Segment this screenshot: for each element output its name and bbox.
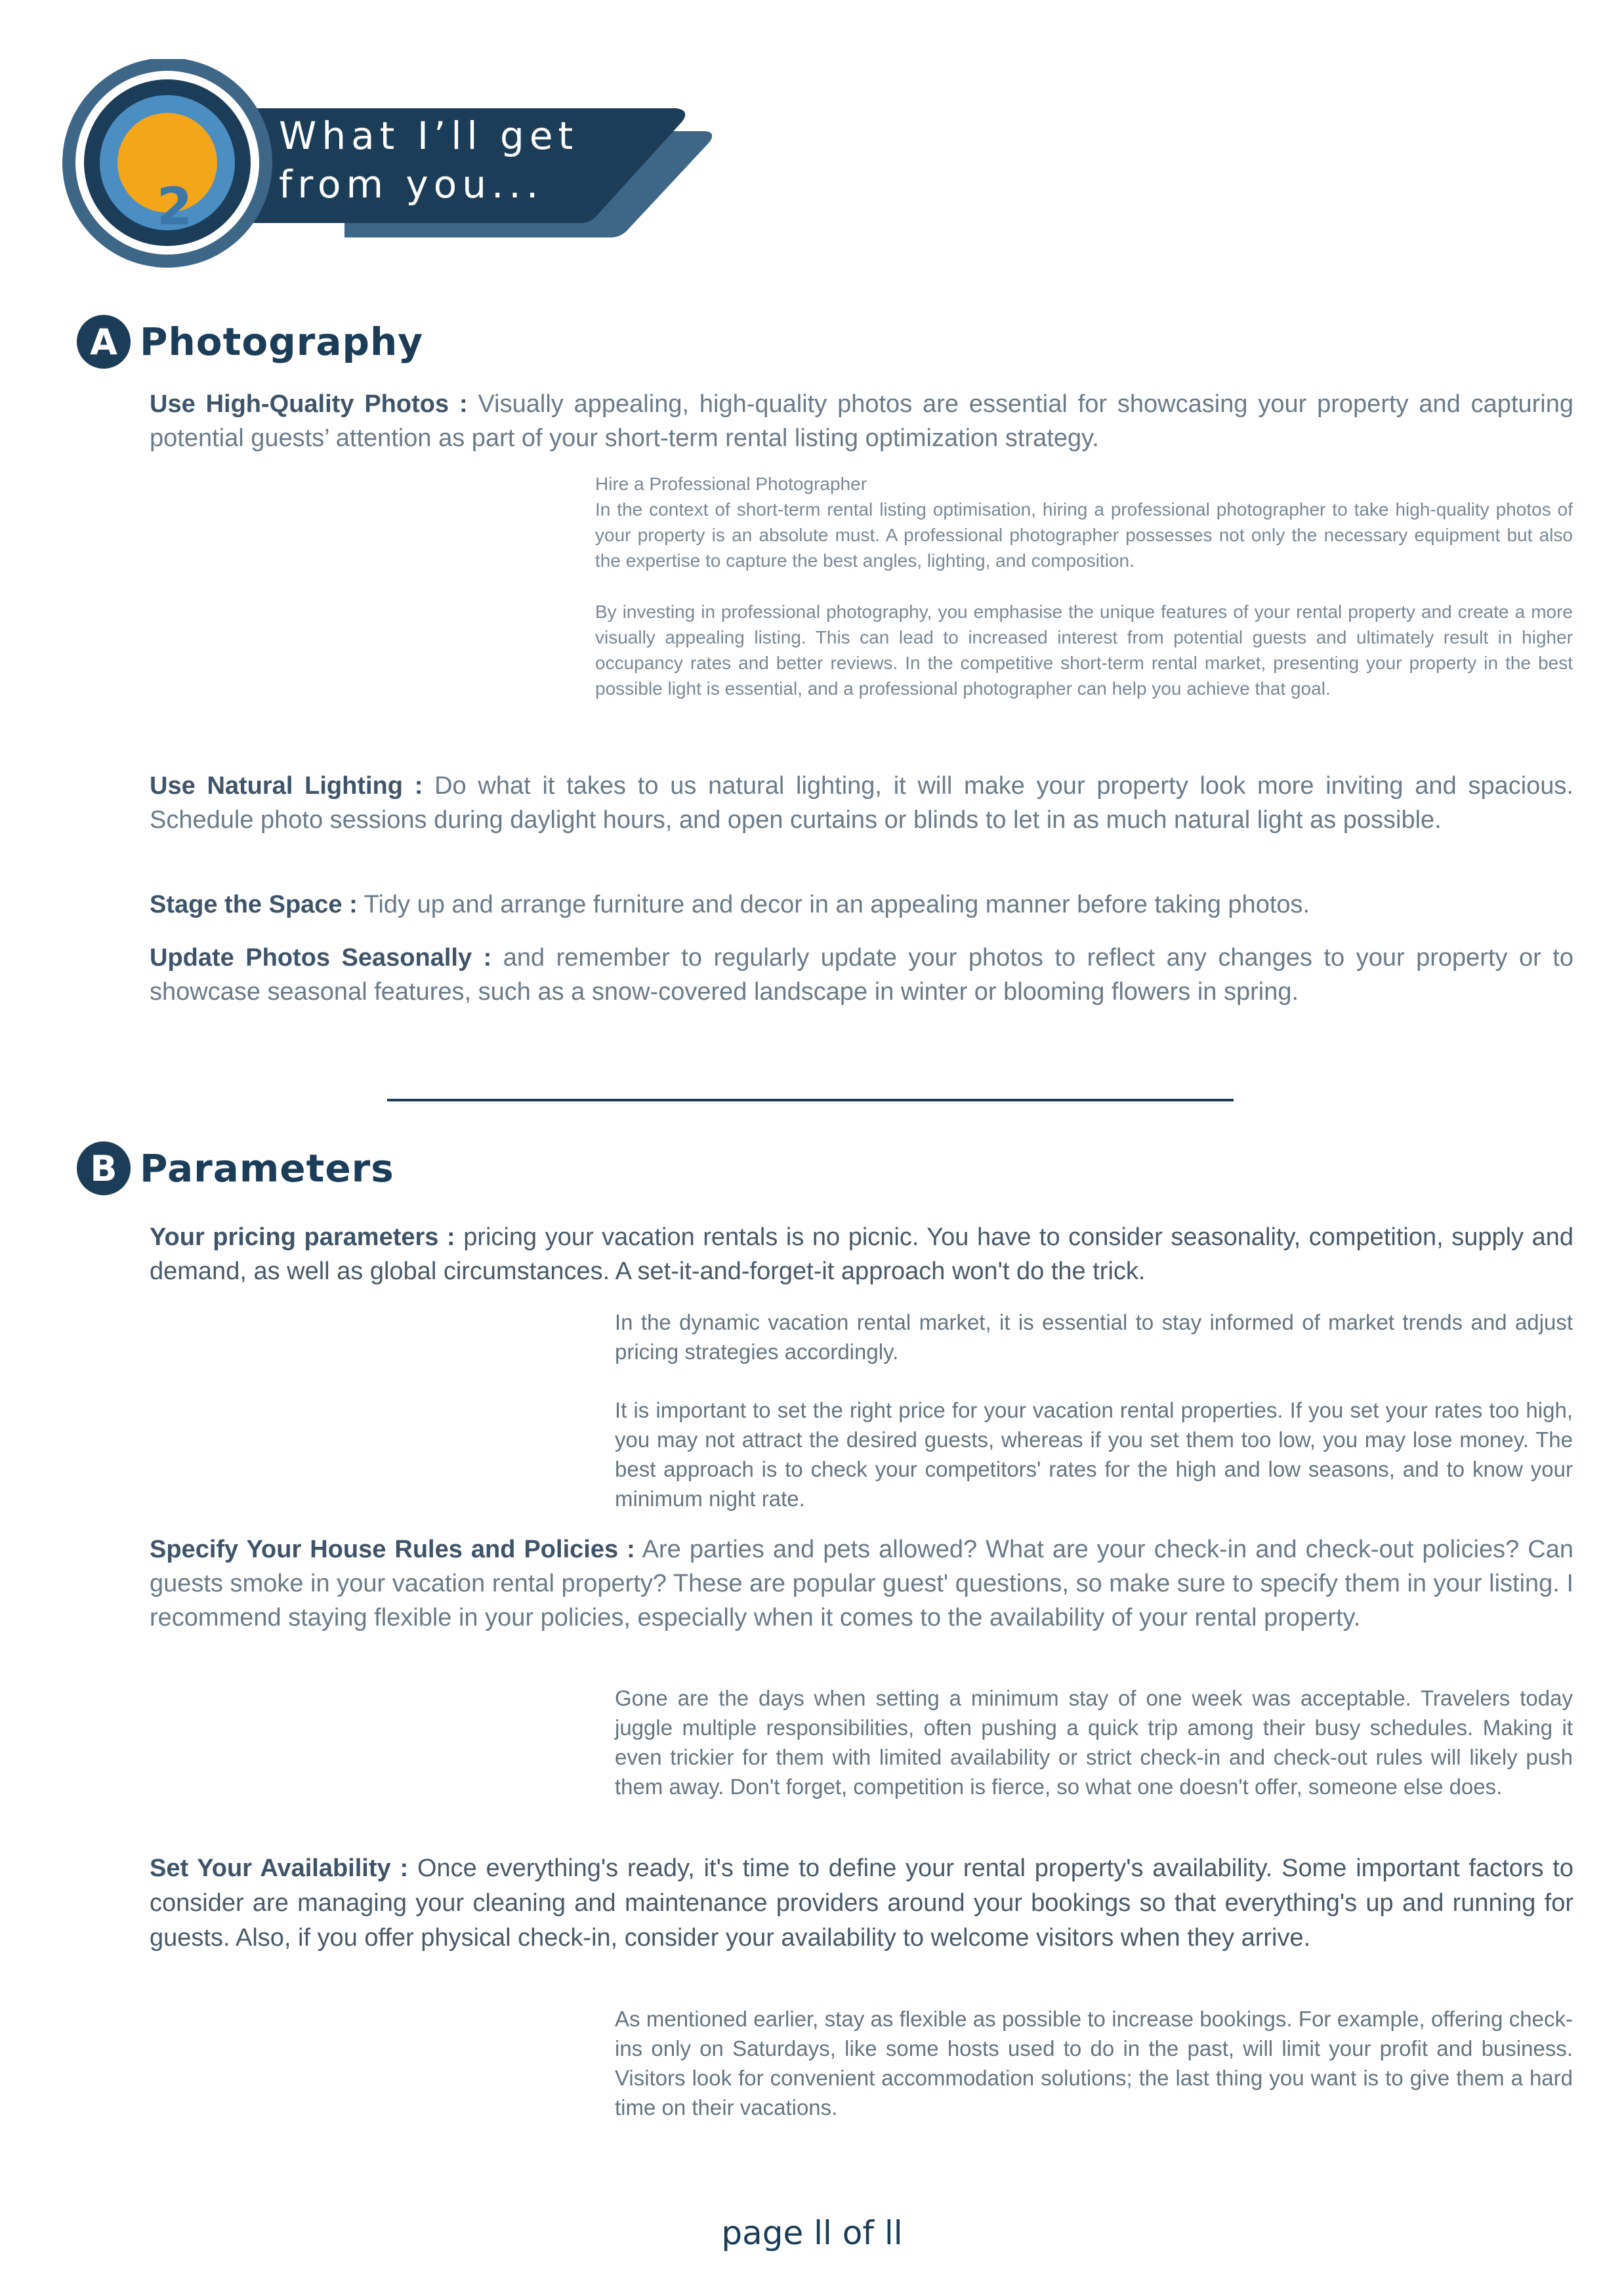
- param-item-availability: [150, 1851, 1573, 1956]
- item-text: Visually appealing, high-quality photos are essential for showcasing your property and capturing potential guests’ attention as part of your short-term rental listing optimization strategy.: [150, 390, 1573, 452]
- section-b-title: Parameters: [140, 1146, 394, 1191]
- page-title-line1: What I’ll get: [279, 113, 579, 158]
- section-a-title: Photography: [140, 319, 424, 364]
- photographer-note: [595, 471, 1573, 701]
- item-text: Do what it takes to us natural lighting, it will make your property look more inviting and spacious. Schedule photo sessions during daylight hours, and open curtains or blinds to let in as much natural light as possible.: [150, 772, 1573, 834]
- photo-item-stage-space: [150, 888, 1573, 922]
- note-paragraph: Gone are the days when setting a minimum stay of one week was acceptable. Travelers today juggle multiple responsibilities, often pushing a quick trip among their busy schedules. Making it even trickier for them with limited availability or strict check-in and check-out rules will likely push them away. Don't forget, competition is fierce, so what one doesn't offer, someone else does.: [615, 1686, 1573, 1799]
- item-label: Update Photos Seasonally :: [150, 944, 492, 972]
- rules-note: [615, 1683, 1573, 1801]
- step-number: 2: [156, 178, 193, 237]
- note-paragraph: In the dynamic vacation rental market, it is essential to stay informed of market trends and adjust pricing strategies accordingly.: [615, 1310, 1573, 1364]
- page-number: page ll of ll: [721, 2214, 903, 2252]
- item-label: Set Your Availability :: [150, 1855, 409, 1882]
- page-title: [279, 112, 673, 209]
- note-paragraph: By investing in professional photography, you emphasise the unique features of your rental property and create a more visually appealing listing. This can lead to increased interest from potential guests and ultimately result in higher occupancy rates and better reviews. In the competitive short-term rental market, presenting your property in the best possible light is essential, and a professional photographer can help you achieve that goal.: [595, 602, 1573, 699]
- photo-item-natural-lighting: [150, 769, 1573, 837]
- param-item-house-rules: [150, 1532, 1573, 1635]
- note-heading: Hire a Professional Photographer: [595, 474, 867, 494]
- section-badge: [62, 59, 712, 269]
- item-text: and remember to regularly update your photos to reflect any changes to your property or to showcase seasonal features, such as a snow-covered landscape in winter or blooming flowers in spring.: [150, 944, 1573, 1006]
- item-label: Use Natural Lighting :: [150, 772, 423, 800]
- section-b-letter: B: [77, 1141, 131, 1195]
- page-title-line2: from you...: [279, 162, 544, 207]
- item-label: Your pricing parameters :: [150, 1223, 455, 1251]
- section-a-letter: A: [77, 315, 131, 369]
- photo-item-seasonal: [150, 941, 1573, 1009]
- item-label: Stage the Space :: [150, 891, 358, 918]
- note-paragraph: In the context of short-term rental listing optimisation, hiring a professional photographer to take high-quality photos of your property is an absolute must. A professional photographer possesses not only the necessary equipment but also the expertise to capture the best angles, lighting, and composition.: [595, 499, 1573, 571]
- item-text: Once everything's ready, it's time to define your rental property's availability. Some important factors to consider are managing your cleaning and maintenance providers around your bookings so that everything's up and running for guests. Also, if you offer physical check-in, consider your availability to welcome visitors when they arrive.: [150, 1855, 1573, 1952]
- item-text: Are parties and pets allowed? What are your check-in and check-out policies? Can guests smoke in your vacation rental property? These are popular guest' questions, so make sure to specify them in your listing. I recommend staying flexible in your policies, especially when it comes to the availability of your rental property.: [150, 1536, 1573, 1631]
- availability-note: [615, 2004, 1573, 2122]
- section-divider: [387, 1099, 1234, 1101]
- pricing-note: [615, 1307, 1573, 1513]
- item-text: Tidy up and arrange furniture and decor in an appealing manner before taking photos.: [357, 891, 1310, 918]
- section-b-heading: [77, 1141, 394, 1195]
- section-a-heading: [77, 315, 423, 369]
- photo-item-high-quality: [150, 387, 1573, 455]
- item-text: pricing your vacation rentals is no picnic. You have to consider seasonality, competition, supply and demand, as well as global circumstances. A set-it-and-forget-it approach won't do the trick.: [150, 1223, 1574, 1285]
- note-paragraph: It is important to set the right price for your vacation rental properties. If you set your rates too high, you may not attract the desired guests, whereas if you set them too low, you may lose money. The best approach is to check your competitors' rates for the high and low seasons, and to know your minimum night rate.: [615, 1398, 1573, 1511]
- param-item-pricing: [150, 1220, 1573, 1288]
- item-label: Specify Your House Rules and Policies :: [150, 1536, 635, 1563]
- note-paragraph: As mentioned earlier, stay as flexible as possible to increase bookings. For example, offering check-ins only on Saturdays, like some hosts used to do in the past, will limit your profit and business. Visitors look for convenient accommodation solutions; the last thing you want is to give them a hard time on their vacations.: [615, 2007, 1573, 2120]
- item-label: Use High-Quality Photos :: [150, 390, 468, 418]
